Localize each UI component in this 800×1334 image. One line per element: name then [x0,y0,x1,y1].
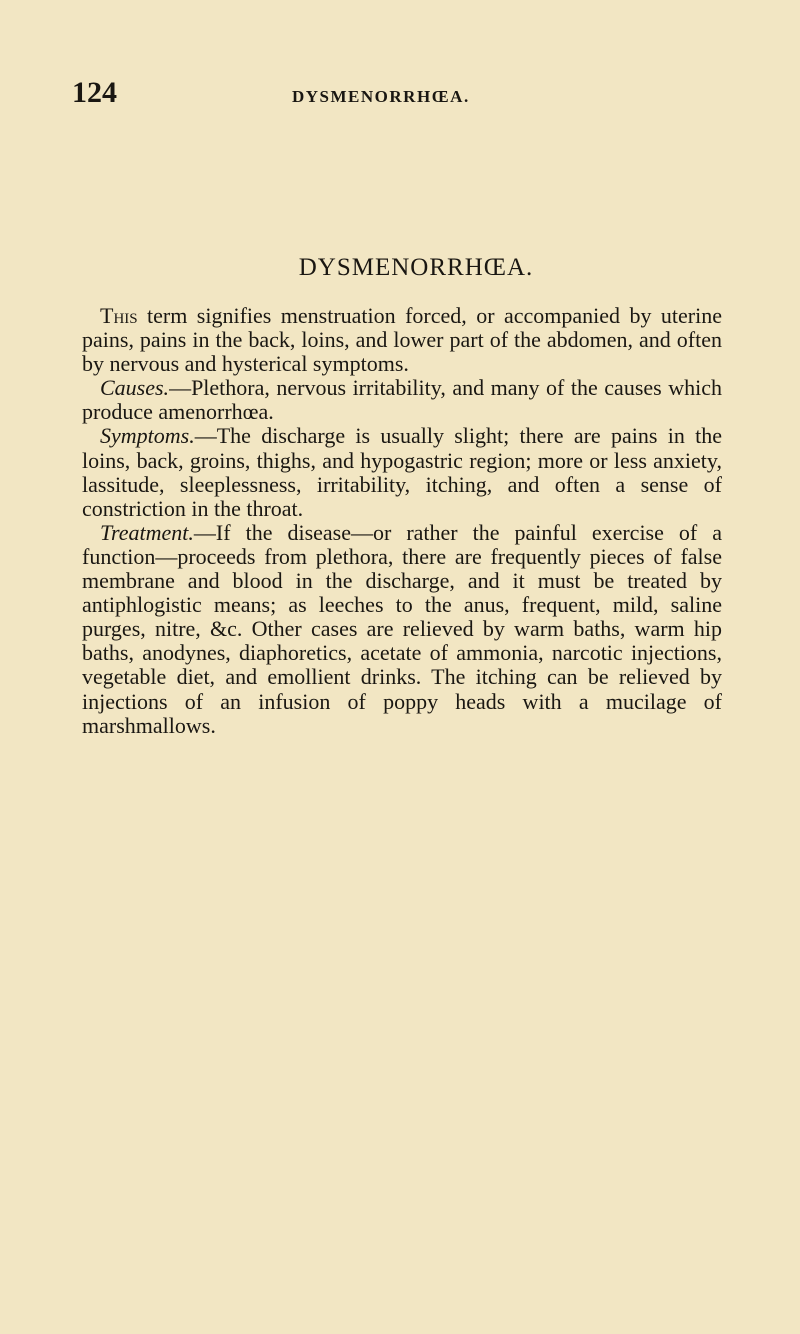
paragraph-treatment [82,521,722,738]
body-text [82,304,722,738]
running-title: DYSMENORRHŒA. [292,87,470,106]
paragraph-text: —Plethora, nervous irritability, and many of the causes which produce amenorrhœa. [82,375,722,425]
chapter-title: DYSMENORRHŒA. [298,254,534,281]
paragraph-lead: Causes. [100,375,170,401]
paragraph-text: term signifies menstruation forced, or accompanied by uterine pains, pains in the back, loins, and lower part of the abdomen, and often by nervous and hysterical symptoms. [82,303,722,377]
running-header [0,76,800,116]
paragraph-lead: Symptoms. [100,423,195,449]
paragraph-text: —If the disease—or rather the painful exercise of a function—proceeds from plethora, there are frequently pieces of false membrane and blood in the discharge, and it must be treated by antiphlogistic means; as leeches to the anus, frequent, mild, saline purges, nitre, &c. Other cases are relieved by warm baths, warm hip baths, anodynes, diaphoretics, acetate of ammonia, narcotic injections, vegetable diet, and emollient drinks. The itching can be relieved by injections of an infusion of poppy heads with a mucilage of marshmallows. [82,519,722,738]
paragraph-symptoms [82,424,722,520]
paragraph-lead: This [100,303,138,328]
paragraph-lead: Treatment. [100,519,194,545]
paragraph-definition [82,304,722,376]
page-number: 124 [72,76,117,109]
paragraph-causes [82,376,722,424]
paragraph-text: —The discharge is usually slight; there are pains in the loins, back, groins, thighs, and hypogastric region; more or less anxiety, lassitude, sleeplessness, irritability, itching, and often a sense of constriction in the throat. [82,423,722,521]
